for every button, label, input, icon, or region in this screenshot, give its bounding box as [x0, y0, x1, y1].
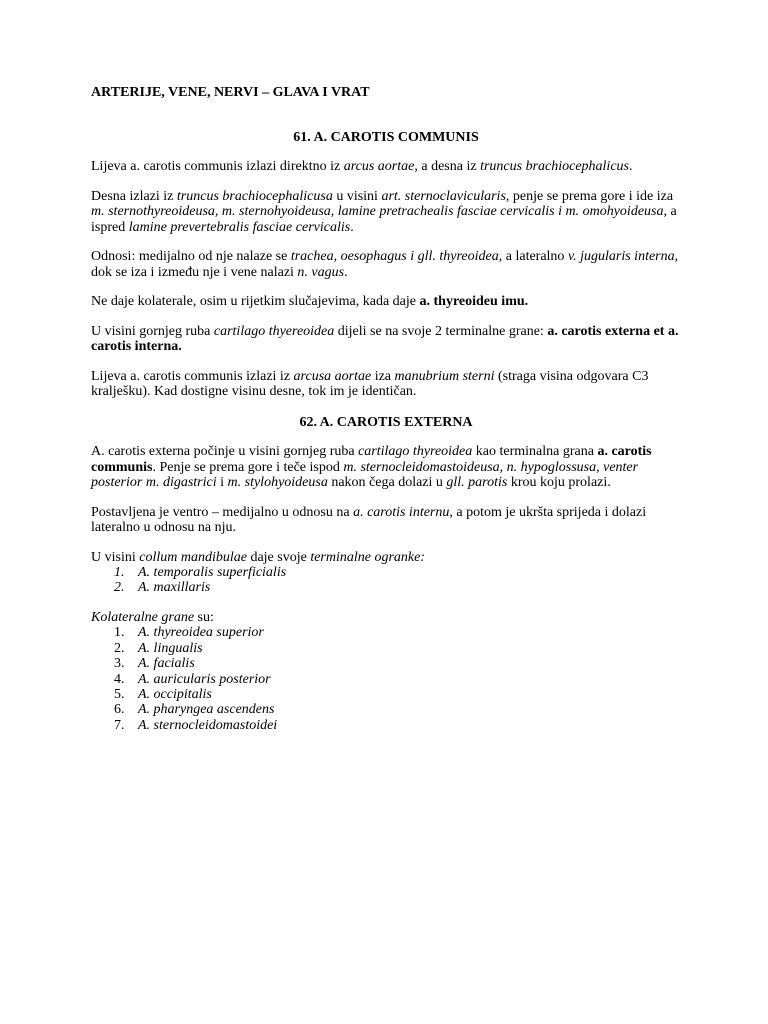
list-item	[91, 580, 681, 595]
terminal-branches-list	[91, 565, 681, 596]
collateral-branches-list	[91, 625, 681, 733]
text-run: v. jugularis interna	[567, 249, 675, 264]
text-run: a. thyreoideu imu.	[419, 294, 529, 309]
text-run: U visini	[91, 549, 140, 565]
list-item-label: A. lingualis	[138, 640, 203, 656]
section-61-paragraph-4	[91, 294, 681, 310]
list-item-number: 1.	[114, 625, 125, 641]
text-run: .	[344, 264, 348, 280]
list-item-number: 7.	[114, 717, 125, 733]
text-run: collum mandibulae	[139, 549, 247, 565]
text-run: arcus aortae	[343, 159, 415, 174]
text-run: (straga visina odgovara C3 kralješku). Kad dostigne visinu desne, tok im je identičan.	[91, 368, 649, 399]
list-item-label: A. pharyngea ascendens	[138, 702, 275, 718]
text-run: arcusa aortae	[293, 368, 372, 384]
text-run: gll. parotis	[446, 475, 508, 490]
list-item	[91, 718, 681, 733]
text-run: terminalne ogranke:	[310, 549, 426, 565]
text-run: krou koju prolazi.	[507, 475, 611, 490]
text-run: nakon čega dolazi u	[327, 475, 447, 490]
list-item	[91, 687, 681, 702]
list-item-number: 1.	[114, 565, 125, 580]
text-run: .	[628, 159, 633, 174]
list-item-label: A. facialis	[138, 656, 195, 672]
text-run: Ne daje kolaterale, osim u rijetkim slučajevima, kada daje	[91, 294, 420, 309]
text-run: i	[216, 475, 228, 490]
text-run: m. stylohyoideusa	[227, 475, 328, 490]
terminal-branches-intro	[91, 550, 681, 566]
section-61-heading: 61. A. CAROTIS COMMUNIS	[293, 129, 479, 145]
section-61-paragraph-3	[91, 249, 681, 280]
text-run: n. vagus	[297, 264, 345, 280]
terminal-branches-block	[91, 550, 681, 596]
text-run: art. sternoclavicularis	[381, 188, 506, 204]
text-run: A. carotis externa počinje u visini gornjeg ruba	[91, 444, 359, 459]
text-run: Postavljena je ventro – medijalno u odnosu na	[91, 504, 354, 520]
section-61-paragraph-1	[91, 159, 681, 175]
text-run: cartilago thyreoidea	[358, 444, 473, 459]
text-run: manubrium sterni	[394, 368, 495, 384]
list-item	[91, 672, 681, 687]
text-run: Odnosi: medijalno od nje nalaze se	[91, 249, 291, 264]
text-run: m. sternocleidomastoideusa, n. hypoglossusa, venter posterior m. digastrici	[91, 459, 639, 490]
text-run: trachea, oesophagus i gll. thyreoidea	[290, 249, 499, 264]
text-run: iza	[371, 368, 395, 384]
text-run: . Penje se prema gore i teče ispod	[152, 459, 344, 475]
section-62-paragraph-1	[91, 444, 681, 491]
list-item	[91, 625, 681, 640]
text-run: , a ispred	[91, 204, 677, 235]
section-62-paragraph-2	[91, 505, 681, 536]
list-item-label: A. auricularis posterior	[138, 671, 271, 687]
text-run: truncus brachiocephalicus	[480, 159, 629, 174]
text-run: su:	[194, 609, 214, 625]
list-item-label: A. temporalis superficialis	[138, 565, 287, 580]
text-run: cartilago thyereoidea	[213, 323, 335, 339]
list-item-number: 6.	[114, 702, 125, 718]
text-run: Lijeva a. carotis communis izlazi direktno iz	[91, 159, 344, 174]
text-run: a. carotis internu	[353, 504, 450, 520]
section-61-paragraph-2	[91, 189, 681, 236]
text-run: Desna izlazi iz	[91, 188, 177, 204]
document-page	[91, 85, 681, 747]
list-item	[91, 702, 681, 717]
text-run: , penje se prema gore i ide iza	[505, 188, 674, 204]
list-item-label: A. sternocleidomastoidei	[138, 717, 278, 733]
text-run: a. carotis communis	[91, 444, 652, 475]
text-run: , a lateralno	[498, 249, 568, 264]
section-62-carotis-externa	[91, 415, 681, 734]
list-item-label: A. occipitalis	[138, 686, 212, 702]
text-run: dijeli se na svoje 2 terminalne grane:	[334, 323, 548, 339]
list-item	[91, 641, 681, 656]
text-run: .	[350, 219, 354, 235]
text-run: Kolateralne grane	[91, 609, 195, 625]
document-title: ARTERIJE, VENE, NERVI – GLAVA I VRAT	[91, 85, 370, 100]
text-run: U visini gornjeg ruba	[91, 323, 214, 339]
text-run: daje svoje	[246, 549, 311, 565]
list-item-label: A. maxillaris	[138, 580, 211, 596]
text-run: m. sternothyreoideusa, m. sternohyoideusa, lamine pretrachealis fasciae cervicalis i m. omohyoideusa	[91, 204, 664, 219]
collateral-branches-intro	[91, 610, 681, 626]
list-item-label: A. thyreoidea superior	[138, 625, 264, 641]
text-run: kao terminalna grana	[472, 444, 598, 459]
text-run: , a potom je ukršta sprijeda i dolazi lateralno u odnosu na nju.	[91, 504, 647, 535]
text-run: lamine prevertebralis fasciae cervicalis	[128, 219, 351, 235]
section-62-heading: 62. A. CAROTIS EXTERNA	[299, 414, 473, 430]
text-run: truncus brachiocephalicusa	[176, 188, 333, 204]
list-item	[91, 656, 681, 671]
text-run: , a desna iz	[414, 159, 481, 174]
text-run: Lijeva a. carotis communis izlazi iz	[91, 368, 294, 384]
section-61-carotis-communis	[91, 130, 681, 400]
collateral-branches-block	[91, 610, 681, 733]
list-item-number: 3.	[114, 656, 125, 672]
list-item-number: 2.	[114, 640, 125, 656]
text-run: a. carotis externa et a. carotis interna.	[91, 323, 679, 354]
list-item-number: 5.	[114, 686, 125, 702]
section-61-paragraph-5	[91, 324, 681, 355]
text-run: u visini	[332, 188, 382, 204]
section-61-paragraph-6	[91, 369, 681, 400]
list-item-number: 2.	[114, 580, 125, 596]
text-run: , dok se iza i između nje i vene nalazi	[91, 249, 679, 280]
list-item	[91, 565, 681, 580]
list-item-number: 4.	[114, 671, 125, 687]
